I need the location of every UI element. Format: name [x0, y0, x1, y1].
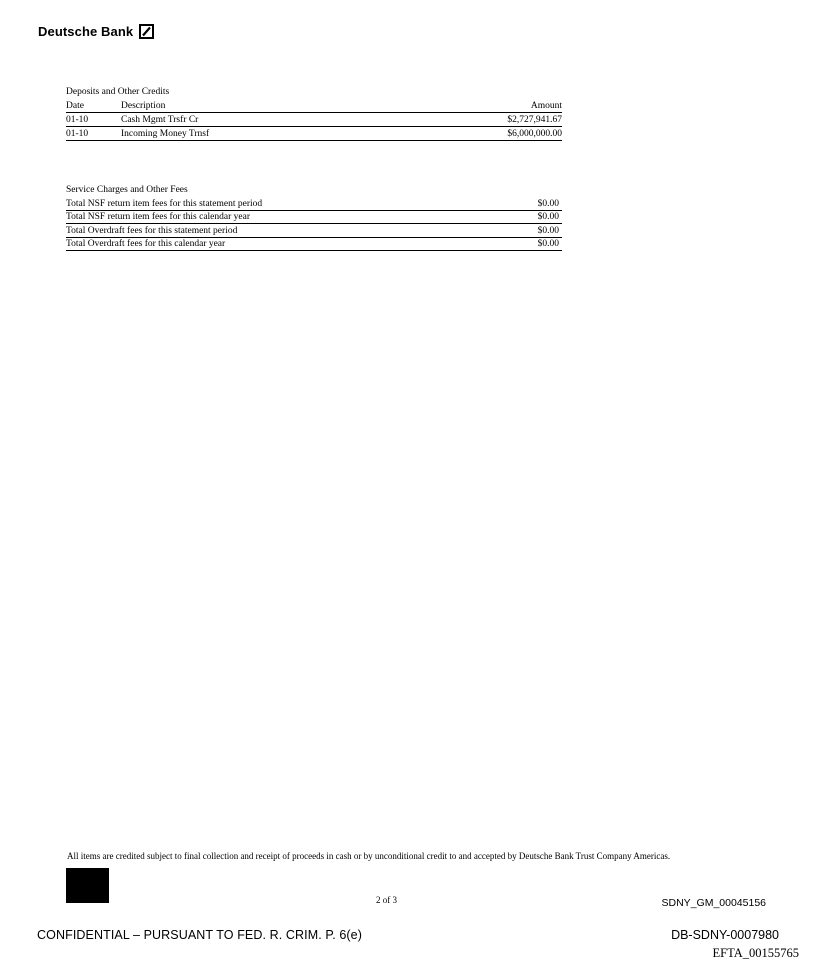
confidential-notice: CONFIDENTIAL – PURSUANT TO FED. R. CRIM. P. 6(e)	[37, 928, 362, 942]
header-logo	[38, 24, 154, 39]
fee-value: $0.00	[537, 239, 559, 249]
row-description: Incoming Money Trnsf	[121, 129, 210, 139]
bates-number-efta: EFTA_00155765	[712, 946, 799, 960]
fee-label: Total NSF return item fees for this calendar year	[66, 212, 250, 222]
table-row	[66, 127, 562, 141]
table-row	[66, 238, 562, 252]
column-header-description: Description	[121, 101, 166, 111]
bates-number-sdny: SDNY_GM_00045156	[661, 897, 766, 909]
deposits-table	[66, 100, 562, 141]
fee-label: Total Overdraft fees for this statement period	[66, 225, 238, 236]
fees-section-title: Service Charges and Other Fees	[66, 185, 188, 195]
row-description: Cash Mgmt Trsfr Cr	[121, 115, 199, 125]
row-amount: $6,000,000.00	[507, 129, 562, 139]
row-amount: $2,727,941.67	[507, 115, 562, 125]
page-number: 2 of 3	[376, 895, 397, 905]
fee-value: $0.00	[537, 225, 559, 236]
brand-name: Deutsche Bank	[38, 24, 134, 39]
deposits-header-row	[66, 100, 562, 113]
fee-value: $0.00	[537, 198, 559, 209]
fee-value: $0.00	[537, 212, 559, 222]
column-header-amount: Amount	[530, 101, 562, 111]
row-date: 01-10	[66, 129, 89, 139]
bates-number-db: DB-SDNY-0007980	[671, 928, 779, 942]
footer-disclaimer: All items are credited subject to final collection and receipt of proceeds in cash or by unconditional credit to and accepted by Deutsche Bank Trust Company Americas.	[67, 851, 671, 861]
redaction-box	[66, 868, 109, 903]
table-row	[66, 224, 562, 238]
deutsche-bank-slash-logo-icon	[139, 24, 154, 39]
deposits-section-title: Deposits and Other Credits	[66, 87, 170, 97]
fees-table	[66, 197, 562, 251]
table-row	[66, 197, 562, 211]
fee-label: Total Overdraft fees for this calendar year	[66, 239, 226, 249]
column-header-date: Date	[66, 101, 84, 111]
fee-label: Total NSF return item fees for this statement period	[66, 198, 263, 209]
table-row	[66, 211, 562, 225]
row-date: 01-10	[66, 115, 89, 125]
table-row	[66, 113, 562, 127]
